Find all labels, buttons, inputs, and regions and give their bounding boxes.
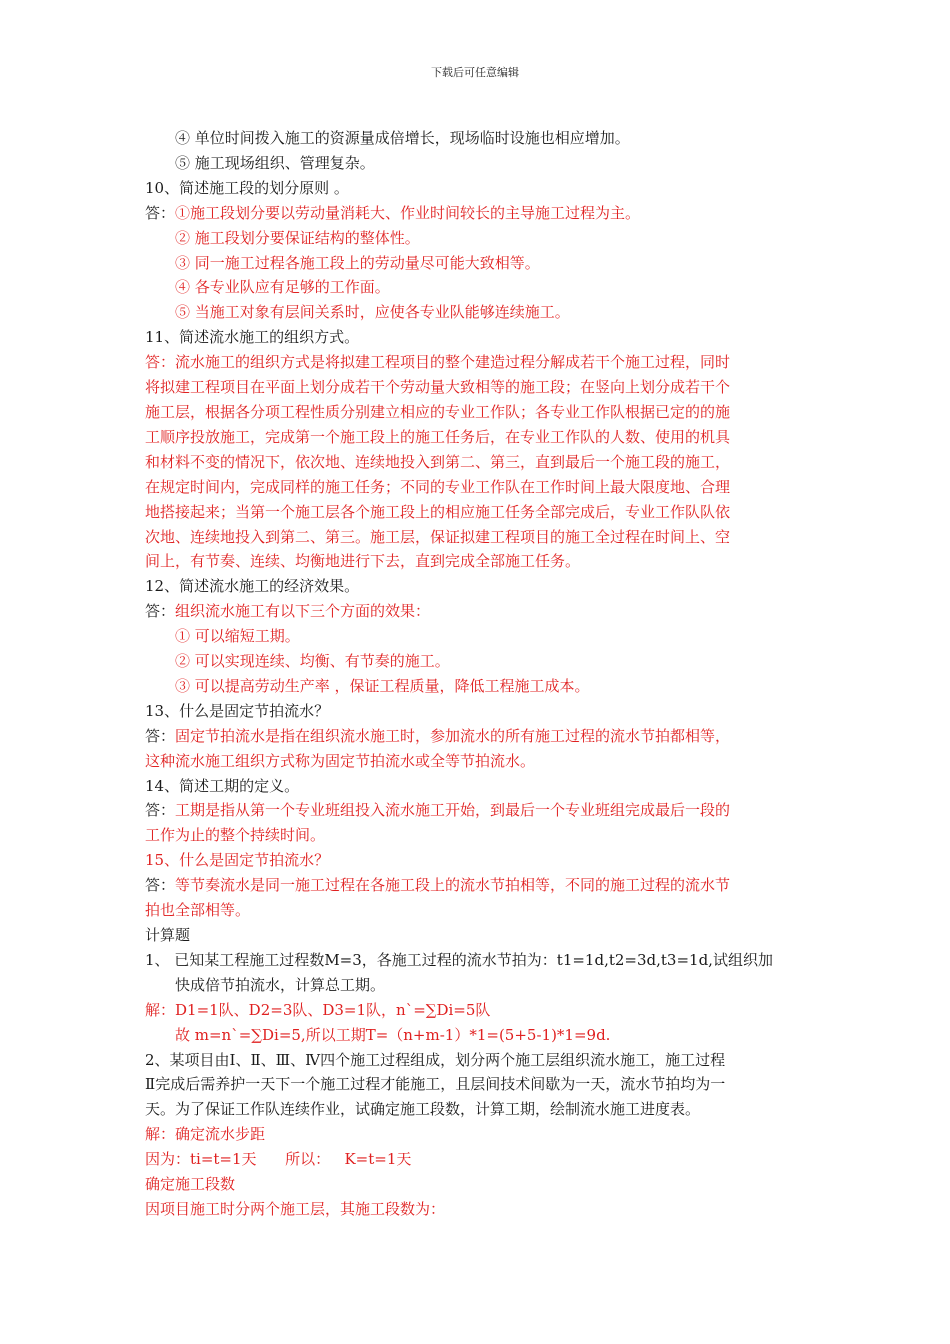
q10-answer-first: [145, 201, 809, 226]
calc-problem-1-solution-2: 故 m=n`=∑Di=5,所以工期T=（n+m-1）*1=(5+5-1)*1=9d.: [175, 1025, 611, 1044]
q14-answer-line-1: 工期是指从第一个专业班组投入流水施工开始，到最后一个专业班组完成最后一段的: [175, 801, 731, 820]
q14-answer-line-2: 工作为止的整个持续时间。: [145, 826, 326, 845]
q10-question: 10、简述施工段的划分原则 。: [145, 178, 349, 197]
calc-problem-1-line-1: 1、 已知某工程施工过程数M=3，各施工过程的流水节拍为：t1=1d,t2=3d,t3=1d,试组织加: [145, 950, 773, 969]
q10-item-4: ④ 各专业队应有足够的工作面。: [175, 278, 390, 297]
q10-item-2: ② 施工段划分要保证结构的整体性。: [175, 228, 420, 247]
q11-question: 11、简述流水施工的组织方式。: [145, 328, 360, 347]
q11-answer-line-4: 工顺序投放施工，完成第一个施工段上的施工任务后，在专业工作队的人数、使用的机具: [145, 427, 731, 446]
q11-answer-line-6: 在规定时间内，完成同样的施工任务；不同的专业工作队在工作时间上最大限度地、合理: [145, 477, 731, 496]
q12-item-2: ② 可以实现连续、均衡、有节奏的施工。: [175, 652, 450, 671]
q14-answer: [145, 798, 809, 823]
q13-answer-line-2: 这种流水施工组织方式称为固定节拍流水或全等节拍流水。: [145, 751, 536, 770]
q10-item-1: ①施工段划分要以劳动量消耗大、作业时间较长的主导施工过程为主。: [175, 203, 641, 222]
q14-question: 14、简述工期的定义。: [145, 776, 300, 795]
answer-prefix: 答：: [145, 726, 176, 745]
q11-answer-line-7: 地搭接起来；当第一个施工层各个施工段上的相应施工任务全部完成后，专业工作队队依: [145, 502, 731, 521]
answer-prefix: 答：: [145, 602, 176, 621]
q13-question: 13、什么是固定节拍流水？: [145, 701, 330, 720]
q11-answer-line-2: 将拟建工程项目在平面上划分成若干个劳动量大致相等的施工段；在竖向上划分成若干个: [145, 378, 731, 397]
q15-question: 15、什么是固定节拍流水？: [145, 851, 330, 870]
q12-item-1: ① 可以缩短工期。: [175, 627, 300, 646]
answer-prefix: 答：: [145, 876, 176, 895]
q11-answer-line-3: 施工层，根据各分项工程性质分别建立相应的专业工作队；各专业工作队根据已定的的施: [145, 402, 731, 421]
calc-problem-2-solution-1: 解：确定流水步距: [145, 1125, 266, 1144]
calc-problem-1-line-2: 快成倍节拍流水，计算总工期。: [175, 975, 386, 994]
page-header: 下载后可任意编辑: [431, 66, 519, 79]
q11-answer-line-1: 答：流水施工的组织方式是将拟建工程项目的整个建造过程分解成若干个施工过程，同时: [145, 353, 731, 372]
q10-item-5: ⑤ 当施工对象有层间关系时，应使各专业队能够连续施工。: [175, 303, 570, 322]
q15-answer-line-2: 拍也全部相等。: [145, 901, 251, 920]
calc-problem-2-line-3: 天。为了保证工作队连续作业，试确定施工段数，计算工期，绘制流水施工进度表。: [145, 1100, 701, 1119]
q11-answer-line-5: 和材料不变的情况下，依次地、连续地投入到第二、第三，直到最后一个施工段的施工，: [145, 452, 731, 471]
calc-problem-1-solution-1: 解：D1=1队、D2=3队、D3=1队，n`=∑Di=5队: [145, 1000, 491, 1019]
q15-answer-line-1: 等节奏流水是同一施工过程在各施工段上的流水节拍相等，不同的施工过程的流水节: [175, 876, 731, 895]
q12-answer: [145, 599, 809, 624]
document-body: [145, 126, 809, 1222]
calc-problem-2-line-2: Ⅱ完成后需养护一天下一个施工过程才能施工，且层间技术间歇为一天，流水节拍均为一: [145, 1075, 726, 1094]
q11-answer-line-8: 次地、连续地投入到第二、第三。施工层，保证拟建工程项目的施工全过程在时间上、空: [145, 527, 731, 546]
calc-problem-2-solution-4: 因项目施工时分两个施工层，其施工段数为：: [145, 1199, 446, 1218]
q12-question: 12、简述流水施工的经济效果。: [145, 577, 360, 596]
calc-problem-2-solution-3: 确定施工段数: [145, 1175, 236, 1194]
q13-answer: [145, 724, 809, 749]
answer-prefix: 答：: [145, 203, 176, 222]
q9-item-5: ⑤ 施工现场组织、管理复杂。: [175, 153, 375, 172]
q9-item-4: ④ 单位时间拨入施工的资源量成倍增长，现场临时设施也相应增加。: [175, 129, 630, 147]
q13-answer-line-1: 固定节拍流水是指在组织流水施工时，参加流水的所有施工过程的流水节拍都相等，: [175, 726, 731, 745]
q15-answer: [145, 873, 809, 898]
calc-heading: 计算题: [145, 926, 191, 944]
calc-problem-2-solution-2: 因为：ti=t=1天 所以： K=t=1天: [145, 1150, 412, 1169]
q11-answer-line-9: 间上，有节奏、连续、均衡地进行下去，直到完成全部施工任务。: [145, 552, 581, 571]
answer-prefix: 答：: [145, 801, 176, 820]
q12-answer-text: 组织流水施工有以下三个方面的效果：: [175, 602, 431, 621]
q12-item-3: ③ 可以提高劳动生产率 ，保证工程质量，降低工程施工成本。: [175, 676, 590, 695]
calc-problem-2-line-1: 2、某项目由Ⅰ、Ⅱ、Ⅲ、Ⅳ四个施工过程组成，划分两个施工层组织流水施工，施工过程: [145, 1050, 726, 1069]
q10-item-3: ③ 同一施工过程各施工段上的劳动量尽可能大致相等。: [175, 253, 540, 272]
